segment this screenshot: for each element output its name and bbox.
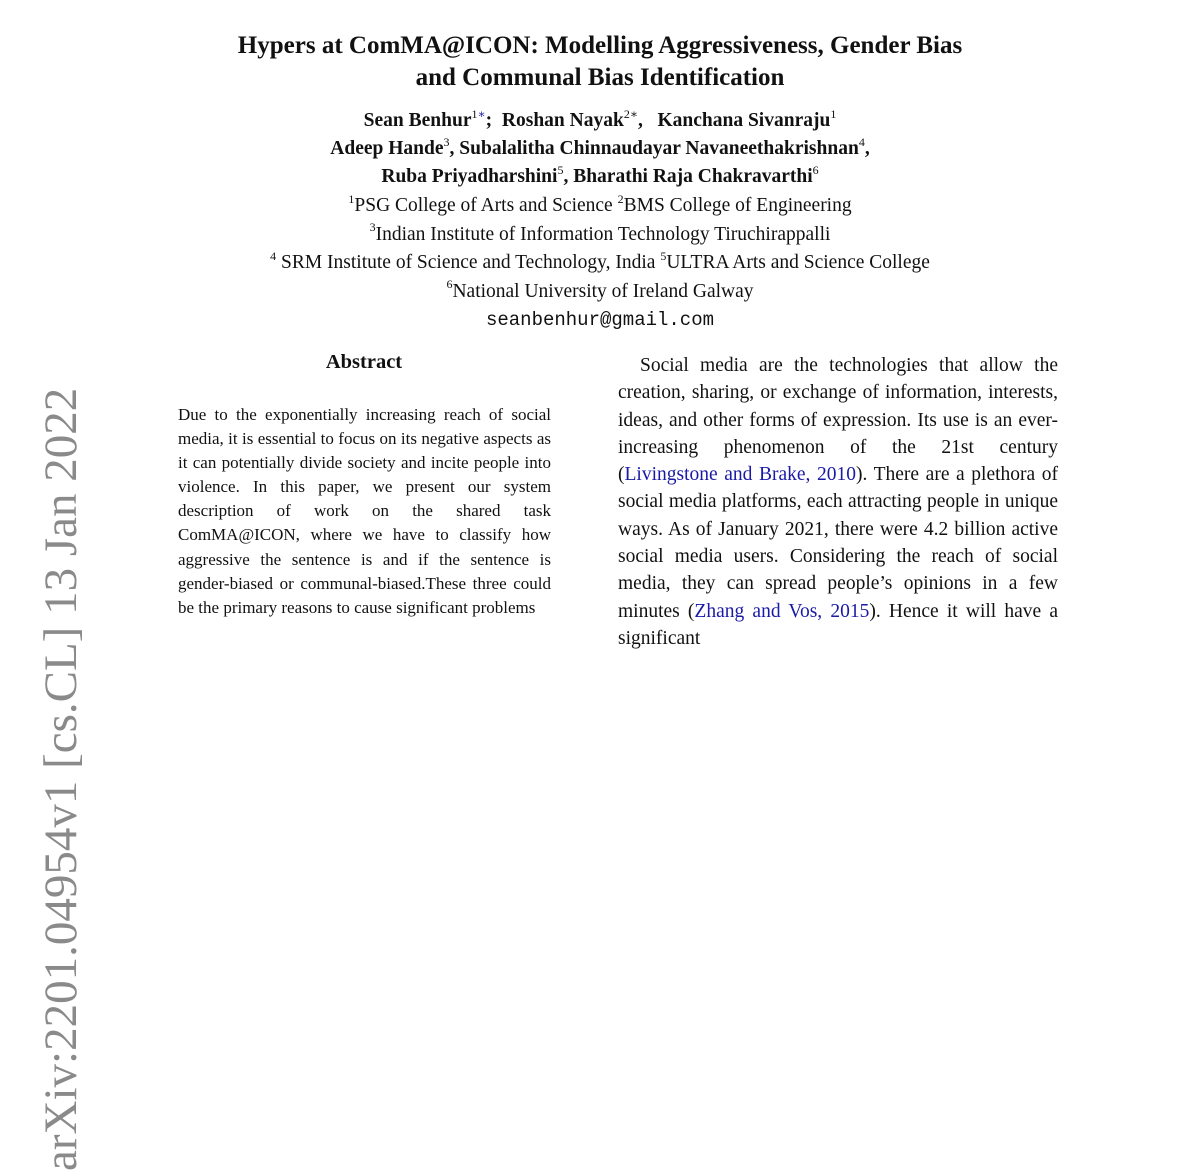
author-list bbox=[150, 107, 1050, 191]
author-sup: 1 bbox=[471, 106, 478, 121]
affiliation: PSG College of Arts and Science bbox=[354, 195, 613, 216]
intro-text-3: ). Hence it will have a significant bbox=[618, 600, 1058, 649]
author-name: Roshan Nayak bbox=[501, 110, 624, 131]
author-line-2: Adeep Hande$^3$, Subalalitha Chinnaudayar Navaneethakrishnan$^4$, bbox=[330, 134, 870, 159]
abstract-text: Due to the exponentially increasing reach of social media, it is essential to focus on its negative aspects as it can potentially divide society and incite people into violence. In this paper, we present our system description of work on the shared task ComMA@ICON, where we have to classify how aggressive the sentence is and if the sentence is gender-biased or communal-biased.These three could be the primary reasons to cause significant problems bbox=[178, 405, 551, 617]
paper-title bbox=[150, 30, 1050, 94]
title-line-2: and Communal Bias Identification bbox=[415, 64, 785, 91]
author-sup: 4 bbox=[858, 134, 865, 149]
affiliation: ULTRA Arts and Science College bbox=[666, 252, 930, 273]
author-name: Sean Benhur bbox=[363, 110, 472, 131]
affiliations bbox=[150, 192, 1050, 335]
title-line-1: Hypers at ComMA@ICON: Modelling Aggressiveness, Gender Bias bbox=[237, 32, 963, 59]
intro-text-1: Social media are the technologies that allow the creation, sharing, or exchange of information, interests, ideas, and other forms of expression. Its use is an ever-increasing phenomenon of the 21st century ( bbox=[618, 355, 1058, 486]
author-sup: 5 bbox=[557, 162, 564, 177]
citation-link[interactable]: Zhang and Vos, 2015 bbox=[694, 600, 870, 622]
author-name: Subalalitha Chinnaudayar Navaneethakrishnan bbox=[459, 138, 859, 159]
affil-sup: 2 bbox=[617, 191, 624, 206]
affil-sup: 5 bbox=[660, 248, 667, 263]
affiliation: SRM Institute of Science and Technology, India bbox=[280, 252, 656, 273]
author-name: Ruba Priyadharshini bbox=[381, 166, 558, 187]
affiliation-line-4 bbox=[150, 278, 1050, 307]
arxiv-stamp-text: arXiv:2201.04954v1 [cs.CL] 13 Jan 2022 bbox=[35, 387, 87, 1171]
affiliation: National University of Ireland Galway bbox=[452, 280, 754, 302]
author-sup: 2∗ bbox=[623, 106, 638, 121]
author-name: Adeep Hande bbox=[330, 138, 444, 159]
affiliation-line-2 bbox=[150, 221, 1050, 250]
affiliation: BMS College of Engineering bbox=[623, 195, 852, 216]
affiliation: Indian Institute of Information Technology Tiruchirappalli bbox=[375, 223, 831, 245]
author-name: Kanchana Sivanraju bbox=[657, 110, 831, 131]
footnote-marker[interactable]: ∗ bbox=[477, 106, 486, 121]
author-sup: 6 bbox=[812, 162, 819, 177]
contact-email[interactable]: seanbenhur@gmail.com bbox=[485, 309, 715, 331]
affil-sup: 4 bbox=[270, 248, 277, 263]
author-name: Bharathi Raja Chakravarthi bbox=[573, 166, 813, 187]
affiliation-line-1 bbox=[150, 192, 1050, 221]
affil-sup: 3 bbox=[369, 220, 376, 234]
author-sup: 3 bbox=[443, 134, 450, 149]
author-sup: 1 bbox=[830, 106, 837, 121]
abstract-heading: Abstract bbox=[325, 351, 403, 373]
author-line-3: Ruba Priyadharshini$^5$, Bharathi Raja Chakravarthi$^6$ bbox=[381, 162, 819, 187]
citation-link[interactable]: Livingstone and Brake, 2010 bbox=[624, 464, 857, 486]
affil-sup: 1 bbox=[348, 191, 355, 206]
intro-text-2: ). There are a plethora of social media platforms, each attracting people in unique ways. As of January 2021, there were 4.2 billion active social media users. Considering the reach of social media, they can spread people’s opinions in a few minutes ( bbox=[618, 464, 1059, 622]
affil-sup: 6 bbox=[446, 277, 453, 291]
affiliation-line-3 bbox=[150, 249, 1050, 278]
author-line-1: Sean Benhur$^{1∗}$; Roshan Nayak$^{2∗}$, Kanchana Sivanraju$^1$ bbox=[363, 106, 837, 131]
introduction-paragraph bbox=[618, 352, 1058, 652]
